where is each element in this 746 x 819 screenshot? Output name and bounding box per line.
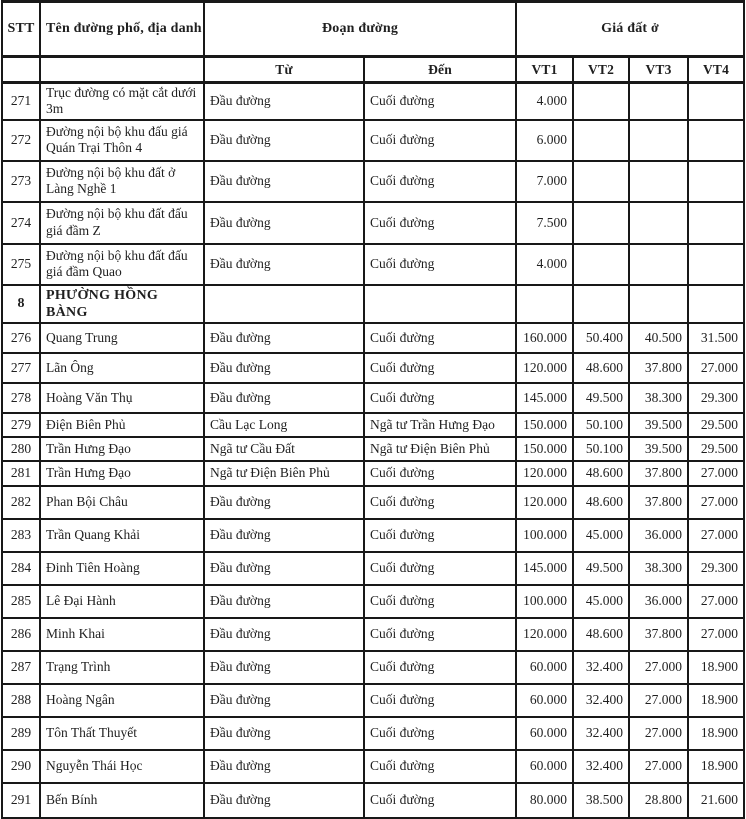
header-road-segment: Đoạn đường [204,2,516,57]
cell-stt: 283 [2,519,40,552]
cell-vt2: 48.600 [573,618,629,651]
cell-vt3: 37.800 [629,461,688,486]
header-from: Từ [204,57,364,83]
cell-vt1: 145.000 [516,552,573,585]
cell-from: Đầu đường [204,161,364,202]
header-empty-street [40,57,204,83]
cell-vt3: 39.500 [629,413,688,437]
cell-street-name: Điện Biên Phủ [40,413,204,437]
cell-street-name: Lê Đại Hành [40,585,204,618]
cell-to: Ngã tư Trần Hưng Đạo [364,413,516,437]
cell-to: Cuối đường [364,353,516,383]
cell-to: Cuối đường [364,552,516,585]
cell-street-name: Tôn Thất Thuyết [40,717,204,750]
cell-to: Cuối đường [364,486,516,519]
table-row [2,651,744,684]
cell-vt4: 18.900 [688,750,744,783]
cell-vt4: 29.500 [688,437,744,461]
table-row [2,585,744,618]
cell-vt3 [629,83,688,120]
cell-vt4: 29.300 [688,383,744,413]
cell-vt4 [688,120,744,161]
section-row [2,285,744,323]
header-vt1: VT1 [516,57,573,83]
cell-street-name: Trục đường có mặt cắt dưới 3m [40,83,204,120]
cell-to: Cuối đường [364,684,516,717]
cell-vt3: 38.300 [629,552,688,585]
cell-street-name: Hoàng Văn Thụ [40,383,204,413]
cell-stt: 285 [2,585,40,618]
cell-vt3: 37.800 [629,486,688,519]
cell-vt3: 27.000 [629,750,688,783]
cell-to: Cuối đường [364,244,516,285]
table-row [2,323,744,353]
cell-vt4: 27.000 [688,618,744,651]
table-body [2,83,744,819]
cell-vt3: 37.800 [629,353,688,383]
cell-vt1: 4.000 [516,83,573,120]
header-vt4: VT4 [688,57,744,83]
table-row [2,552,744,585]
table-row [2,783,744,818]
cell-vt1: 150.000 [516,437,573,461]
cell-vt4: 18.900 [688,651,744,684]
cell-street-name: Đường nội bộ khu đất đấu giá đầm Quao [40,244,204,285]
cell-stt: 290 [2,750,40,783]
cell-street-name: Lãn Ông [40,353,204,383]
cell-vt3 [629,285,688,323]
cell-from: Đầu đường [204,783,364,818]
cell-vt3 [629,202,688,244]
cell-vt2: 45.000 [573,519,629,552]
cell-stt: 279 [2,413,40,437]
table-row [2,519,744,552]
cell-vt4: 29.500 [688,413,744,437]
cell-vt4: 27.000 [688,353,744,383]
cell-vt2 [573,120,629,161]
cell-vt1: 60.000 [516,750,573,783]
cell-stt: 277 [2,353,40,383]
cell-vt4: 29.300 [688,552,744,585]
cell-stt: 278 [2,383,40,413]
cell-from: Đầu đường [204,486,364,519]
cell-street-name: Hoàng Ngân [40,684,204,717]
cell-vt3: 40.500 [629,323,688,353]
table-row [2,413,744,437]
cell-to: Cuối đường [364,202,516,244]
cell-from: Đầu đường [204,717,364,750]
cell-street-name: Đường nội bộ khu đấu giá Quán Trại Thôn 4 [40,120,204,161]
cell-street-name: Đường nội bộ khu đất ở Làng Nghề 1 [40,161,204,202]
cell-vt4 [688,244,744,285]
cell-from: Cầu Lạc Long [204,413,364,437]
table-row [2,461,744,486]
cell-vt1: 7.500 [516,202,573,244]
cell-to: Cuối đường [364,461,516,486]
cell-vt2 [573,161,629,202]
table-row [2,684,744,717]
cell-vt4 [688,83,744,120]
cell-vt2: 48.600 [573,353,629,383]
header-row-subcolumns [2,57,744,83]
cell-vt4: 21.600 [688,783,744,818]
cell-vt1: 60.000 [516,651,573,684]
cell-vt2: 48.600 [573,461,629,486]
header-empty-stt [2,57,40,83]
cell-vt2 [573,244,629,285]
cell-vt2: 49.500 [573,383,629,413]
cell-vt4: 31.500 [688,323,744,353]
table-row [2,750,744,783]
cell-from: Ngã tư Điện Biên Phủ [204,461,364,486]
cell-stt: 274 [2,202,40,244]
cell-to: Cuối đường [364,383,516,413]
cell-vt1: 120.000 [516,461,573,486]
cell-vt1: 160.000 [516,323,573,353]
cell-from: Đầu đường [204,323,364,353]
cell-from: Đầu đường [204,383,364,413]
cell-vt4: 27.000 [688,585,744,618]
cell-vt3: 27.000 [629,651,688,684]
table-row [2,120,744,161]
land-price-table [1,0,745,819]
cell-vt1: 150.000 [516,413,573,437]
cell-vt2: 32.400 [573,717,629,750]
cell-street-name: Đường nội bộ khu đất đấu giá đầm Z [40,202,204,244]
cell-vt2: 45.000 [573,585,629,618]
cell-vt1: 120.000 [516,486,573,519]
cell-stt: 284 [2,552,40,585]
cell-street-name: Minh Khai [40,618,204,651]
cell-vt1: 4.000 [516,244,573,285]
cell-stt: 289 [2,717,40,750]
cell-to: Cuối đường [364,783,516,818]
cell-vt1: 60.000 [516,684,573,717]
table-row [2,161,744,202]
cell-to: Cuối đường [364,323,516,353]
cell-vt2: 32.400 [573,750,629,783]
cell-vt2: 32.400 [573,651,629,684]
cell-from: Đầu đường [204,202,364,244]
cell-vt2: 50.100 [573,437,629,461]
cell-to: Cuối đường [364,83,516,120]
cell-to: Cuối đường [364,717,516,750]
header-row-groups [2,2,744,57]
cell-from: Đầu đường [204,519,364,552]
cell-from: Đầu đường [204,244,364,285]
table-row [2,437,744,461]
cell-street-name: Trạng Trình [40,651,204,684]
header-to: Đến [364,57,516,83]
header-stt: STT [2,2,40,57]
cell-from: Đầu đường [204,651,364,684]
cell-to: Cuối đường [364,651,516,684]
cell-vt1: 60.000 [516,717,573,750]
cell-vt4: 27.000 [688,461,744,486]
cell-stt: 282 [2,486,40,519]
cell-street-name: Trần Hưng Đạo [40,437,204,461]
cell-vt3 [629,161,688,202]
table-row [2,717,744,750]
cell-to: Cuối đường [364,618,516,651]
cell-vt1: 6.000 [516,120,573,161]
header-vt2: VT2 [573,57,629,83]
table-row [2,383,744,413]
cell-street-name: Đinh Tiên Hoàng [40,552,204,585]
cell-vt4 [688,285,744,323]
cell-stt: 8 [2,285,40,323]
cell-from [204,285,364,323]
cell-vt1: 145.000 [516,383,573,413]
cell-stt: 276 [2,323,40,353]
cell-from: Đầu đường [204,552,364,585]
cell-from: Đầu đường [204,684,364,717]
cell-vt4: 18.900 [688,684,744,717]
header-vt3: VT3 [629,57,688,83]
table-row [2,83,744,120]
cell-vt3: 36.000 [629,519,688,552]
cell-vt2: 50.400 [573,323,629,353]
cell-to [364,285,516,323]
cell-to: Cuối đường [364,519,516,552]
table-header [2,2,744,83]
cell-vt4: 27.000 [688,486,744,519]
table-row [2,244,744,285]
header-street-name: Tên đường phố, địa danh [40,2,204,57]
cell-from: Đầu đường [204,585,364,618]
cell-street-name: Phan Bội Châu [40,486,204,519]
cell-vt3: 37.800 [629,618,688,651]
cell-stt: 273 [2,161,40,202]
cell-vt3: 27.000 [629,717,688,750]
cell-vt3: 27.000 [629,684,688,717]
cell-stt: 280 [2,437,40,461]
cell-vt3 [629,244,688,285]
cell-vt1 [516,285,573,323]
cell-street-name: Quang Trung [40,323,204,353]
cell-vt4 [688,202,744,244]
cell-stt: 272 [2,120,40,161]
cell-vt2 [573,83,629,120]
cell-vt4 [688,161,744,202]
cell-vt2 [573,285,629,323]
table-row [2,486,744,519]
cell-vt1: 7.000 [516,161,573,202]
cell-to: Cuối đường [364,585,516,618]
cell-stt: 288 [2,684,40,717]
cell-vt2: 48.600 [573,486,629,519]
cell-stt: 287 [2,651,40,684]
cell-stt: 275 [2,244,40,285]
cell-vt3: 28.800 [629,783,688,818]
table-row [2,618,744,651]
cell-vt2: 38.500 [573,783,629,818]
cell-from: Đầu đường [204,353,364,383]
cell-vt3: 39.500 [629,437,688,461]
cell-to: Cuối đường [364,750,516,783]
cell-stt: 281 [2,461,40,486]
cell-vt1: 120.000 [516,353,573,383]
cell-vt3: 38.300 [629,383,688,413]
table-row [2,353,744,383]
cell-vt3 [629,120,688,161]
cell-street-name: Trần Hưng Đạo [40,461,204,486]
cell-to: Ngã tư Điện Biên Phủ [364,437,516,461]
cell-stt: 286 [2,618,40,651]
cell-vt2: 50.100 [573,413,629,437]
cell-stt: 291 [2,783,40,818]
cell-vt1: 100.000 [516,585,573,618]
cell-vt2 [573,202,629,244]
cell-street-name: Nguyễn Thái Học [40,750,204,783]
cell-from: Đầu đường [204,618,364,651]
cell-vt2: 49.500 [573,552,629,585]
cell-stt: 271 [2,83,40,120]
table-row [2,202,744,244]
cell-vt3: 36.000 [629,585,688,618]
cell-vt1: 100.000 [516,519,573,552]
cell-vt2: 32.400 [573,684,629,717]
cell-street-name: Trần Quang Khải [40,519,204,552]
cell-to: Cuối đường [364,161,516,202]
cell-vt4: 27.000 [688,519,744,552]
cell-street-name: Bến Bính [40,783,204,818]
cell-from: Ngã tư Cầu Đất [204,437,364,461]
cell-street-name: PHƯỜNG HỒNG BÀNG [40,285,204,323]
cell-vt1: 80.000 [516,783,573,818]
cell-from: Đầu đường [204,120,364,161]
cell-to: Cuối đường [364,120,516,161]
cell-from: Đầu đường [204,750,364,783]
header-land-price: Giá đất ở [516,2,744,57]
cell-from: Đầu đường [204,83,364,120]
cell-vt4: 18.900 [688,717,744,750]
cell-vt1: 120.000 [516,618,573,651]
